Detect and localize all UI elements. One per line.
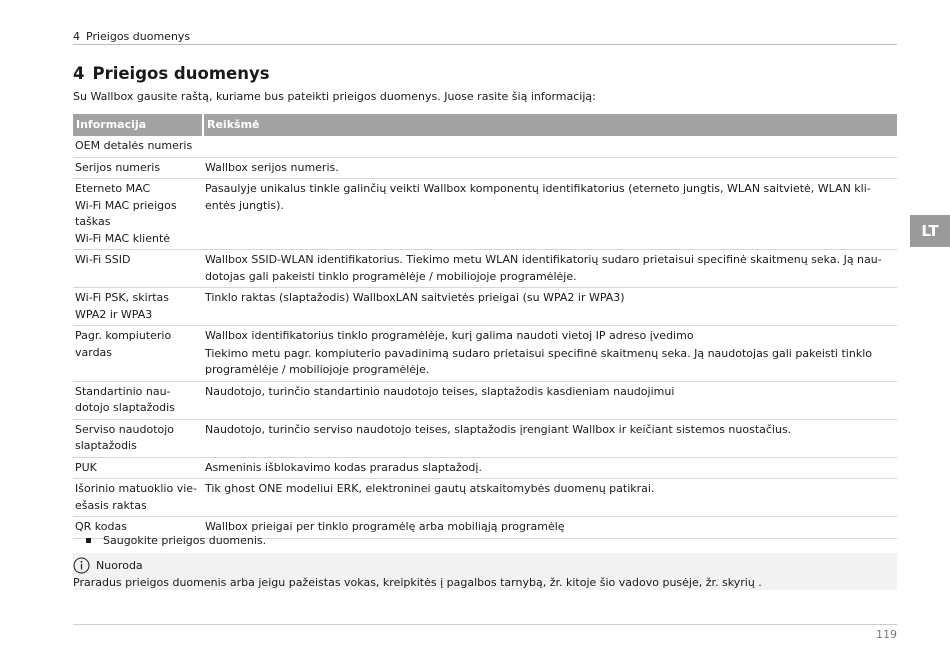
running-header (73, 30, 897, 45)
info-cell (73, 288, 203, 326)
value-line: Pasaulyje unikalus tinkle galinčių veikti Wallbox komponentų identifikatorius (eterneto jungtis, WLAN saitvietė, WLAN kli- (205, 182, 871, 195)
info-cell (73, 250, 203, 288)
table-row (73, 381, 897, 419)
page-title (73, 64, 278, 83)
value-line: Naudotojo, turinčio serviso naudotojo teises, slaptažodis įrengiant Wallbox ir keičiant sistemos nuostačius. (205, 422, 792, 436)
info-cell (73, 381, 203, 419)
value-line: Wallbox serijos numeris. (205, 160, 339, 174)
footer-divider (73, 624, 897, 625)
table-row (73, 326, 897, 382)
value-line: Tik ghost ONE modeliui ERK, elektroninei gautų atskaitomybės duomenų patikrai. (205, 482, 655, 495)
table-row (73, 479, 897, 517)
note-title: Nuoroda (96, 558, 143, 572)
table-row (73, 250, 897, 288)
value-line: Asmeninis išblokavimo kodas praradus slaptažodį. (205, 460, 482, 474)
access-data-table (73, 114, 897, 539)
table-row (73, 419, 897, 457)
info-line: Wi-Fi PSK, skirtas (75, 291, 170, 304)
section-number: 4 (73, 64, 85, 83)
table-body (73, 136, 897, 538)
value-cell (203, 250, 897, 288)
table-row (73, 157, 897, 179)
value-cell (203, 179, 897, 250)
table-row (73, 288, 897, 326)
info-line: slaptažodis (75, 439, 137, 452)
info-line: Wi-Fi MAC klientė (75, 231, 171, 245)
info-line: taškas (75, 215, 111, 228)
value-cell (203, 326, 897, 382)
info-icon (73, 557, 90, 574)
bullet-item (86, 534, 266, 547)
running-header-number: 4 (73, 30, 80, 43)
info-cell (73, 136, 203, 157)
info-cell (73, 479, 203, 517)
info-line: Serijos numeris (75, 160, 161, 174)
value-cell (203, 157, 897, 179)
info-cell (73, 157, 203, 179)
bullet-text: Saugokite prieigos duomenis. (103, 534, 267, 547)
bullet-square-icon (86, 538, 91, 543)
column-header-info: Informacija (73, 114, 203, 136)
value-cell (203, 457, 897, 479)
value-cell (203, 479, 897, 517)
table-row (73, 179, 897, 250)
info-line: Eterneto MAC (75, 182, 151, 195)
info-line: WPA2 ir WPA3 (75, 307, 153, 321)
value-line: dotojas gali pakeisti tinklo programėlėje / mobiliojoje programėlėje. (205, 269, 577, 283)
value-line: Wallbox SSID-WLAN identifikatorius. Tiekimo metu WLAN identifikatorių sudaro prietaisui specifinė skaitmenų seka. Ją nau- (205, 253, 882, 266)
info-cell (73, 457, 203, 479)
info-line: ešasis raktas (75, 498, 147, 512)
table-row (73, 457, 897, 479)
value-line: Wallbox identifikatorius tinklo programėlėje, kurį galima naudoti vietoj IP adreso įvedimo (205, 329, 694, 342)
value-cell (203, 381, 897, 419)
info-line: QR kodas (75, 520, 127, 533)
running-header-title: Prieigos duomenys (86, 30, 191, 43)
section-title: Prieigos duomenys (92, 64, 270, 83)
info-line: Pagr. kompiuterio (75, 329, 172, 342)
value-line: programėlėje / mobiliojoje programėlėje. (205, 363, 430, 376)
table-header-row (73, 114, 897, 136)
info-cell (73, 179, 203, 250)
info-line: Serviso naudotojo (75, 422, 175, 436)
intro-text: Su Wallbox gausite raštą, kuriame bus pateikti prieigos duomenys. Juose rasite šią informaciją: (73, 90, 596, 103)
value-cell (203, 517, 897, 539)
info-line: Išorinio matuoklio vie- (75, 482, 198, 495)
language-tab (910, 215, 950, 247)
note-header (73, 555, 897, 575)
value-cell (203, 419, 897, 457)
value-line: entės jungtis). (205, 198, 284, 212)
value-line: Tinklo raktas (slaptažodis) WallboxLAN saitvietės prieigai (su WPA2 ir WPA3) (205, 291, 625, 304)
info-line: Wi-Fi MAC prieigos (75, 198, 177, 212)
language-tab-label: LT (921, 222, 939, 240)
note-box (73, 553, 897, 590)
info-line: PUK (75, 460, 97, 474)
info-cell (73, 419, 203, 457)
info-cell (73, 326, 203, 382)
value-line: Wallbox prieigai per tinklo programėlę arba mobiliąją programėlę (205, 520, 565, 533)
value-line: Tiekimo metu pagr. kompiuterio pavadinimą sudaro prietaisui specifinė skaitmenų seka. Ją naudotojas gali pakeisti tinklo (205, 346, 872, 360)
info-line: Standartinio nau- (75, 384, 171, 398)
value-cell (203, 288, 897, 326)
value-cell (203, 136, 897, 157)
value-line: Naudotojo, turinčio standartinio naudotojo teises, slaptažodis kasdieniam naudojimui (205, 384, 675, 398)
info-line: dotojo slaptažodis (75, 401, 175, 414)
info-line: OEM detalės numeris (75, 139, 193, 152)
column-header-value: Reikšmė (203, 114, 897, 136)
info-line: Wi-Fi SSID (75, 253, 131, 266)
note-text: Praradus prieigos duomenis arba jeigu pažeistas vokas, kreipkitės į pagalbos tarnybą, žr. kitoje šio vadovo pusėje, žr. skyrių . (73, 576, 762, 589)
info-line: vardas (75, 345, 113, 359)
table-row (73, 136, 897, 157)
page-number: 119 (876, 628, 897, 641)
